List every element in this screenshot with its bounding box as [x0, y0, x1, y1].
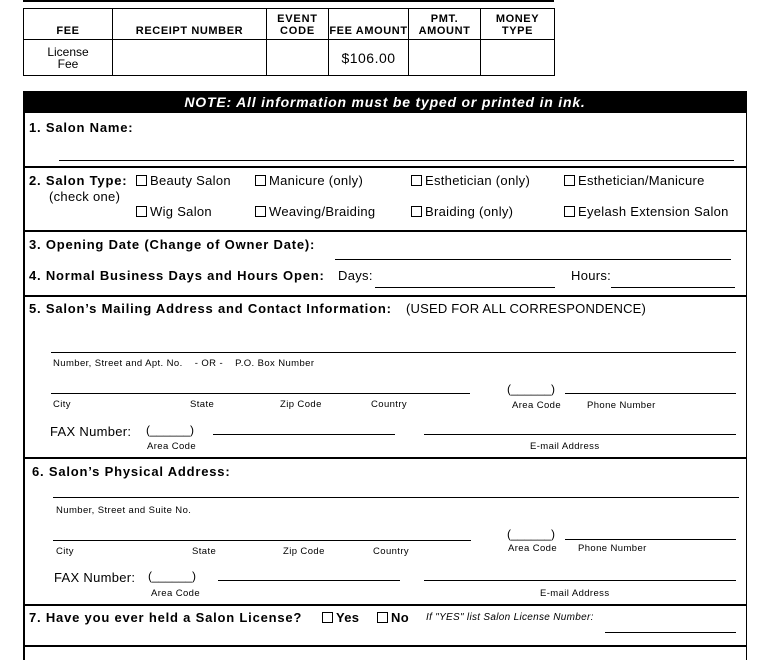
checkbox-icon[interactable] [564, 175, 575, 186]
option-esthetician-only[interactable]: Esthetician (only) [411, 173, 530, 188]
event-code-header: EVENT CODE [267, 9, 329, 40]
physical-address-label: 6. Salon’s Physical Address: [32, 464, 231, 479]
days-field[interactable] [375, 287, 555, 288]
days-label: Days: [338, 268, 373, 283]
event-code-cell [267, 40, 329, 76]
salon-type-label: 2. Salon Type: [29, 173, 128, 188]
business-hours-label: 4. Normal Business Days and Hours Open: [29, 268, 325, 283]
fee-amount-header: FEE AMOUNT [329, 9, 409, 40]
hours-field[interactable] [611, 287, 735, 288]
mailing-fax-area-code-field[interactable]: (______) [146, 423, 195, 437]
checkbox-icon[interactable] [411, 206, 422, 217]
mailing-address-note: (USED FOR ALL CORRESPONDENCE) [406, 301, 647, 316]
mailing-street-field[interactable] [51, 352, 736, 353]
mailing-email-field[interactable] [424, 434, 736, 435]
fee-cell: License Fee [24, 40, 113, 76]
physical-zip-caption: Zip Code [283, 546, 325, 557]
salon-name-label: 1. Salon Name: [29, 120, 134, 135]
checkbox-icon[interactable] [322, 612, 333, 623]
hours-label: Hours: [571, 268, 612, 283]
physical-fax-area-code-field[interactable]: (______) [148, 569, 197, 583]
option-manicure-only[interactable]: Manicure (only) [255, 173, 363, 188]
physical-city-state-zip-field[interactable] [53, 540, 471, 541]
checkbox-icon[interactable] [255, 206, 266, 217]
salon-name-field[interactable] [59, 160, 734, 161]
checkbox-icon[interactable] [136, 206, 147, 217]
fee-table [23, 8, 555, 76]
checkbox-icon[interactable] [411, 175, 422, 186]
section-divider [23, 457, 747, 459]
physical-state-caption: State [192, 546, 217, 557]
mailing-fax-label: FAX Number: [50, 424, 132, 439]
physical-area-code-caption: Area Code [508, 543, 558, 554]
mailing-city-caption: City [53, 399, 71, 410]
option-eyelash-extension-salon[interactable]: Eyelash Extension Salon [564, 204, 729, 219]
physical-fax-label: FAX Number: [54, 570, 136, 585]
receipt-number-header: RECEIPT NUMBER [113, 9, 267, 40]
physical-phone-field[interactable] [565, 539, 736, 540]
mailing-fax-area-code-caption: Area Code [147, 441, 197, 452]
physical-street-caption: Number, Street and Suite No. [56, 505, 192, 516]
physical-city-caption: City [56, 546, 74, 557]
section-divider [23, 166, 747, 168]
physical-phone-caption: Phone Number [578, 543, 647, 554]
prior-license-note: If "YES" list Salon License Number: [426, 612, 594, 623]
mailing-fax-field[interactable] [213, 434, 395, 435]
section-divider [23, 295, 747, 297]
mailing-email-caption: E-mail Address [530, 441, 600, 452]
note-banner: NOTE: All information must be typed or printed in ink. [23, 91, 747, 113]
prior-license-number-field[interactable] [605, 632, 736, 633]
section-divider [23, 645, 747, 647]
mailing-phone-field[interactable] [565, 393, 736, 394]
money-type-cell [481, 40, 555, 76]
opening-date-label: 3. Opening Date (Change of Owner Date): [29, 237, 316, 252]
checkbox-icon[interactable] [564, 206, 575, 217]
section-divider [23, 604, 747, 606]
checkbox-icon[interactable] [377, 612, 388, 623]
option-braiding-only[interactable]: Braiding (only) [411, 204, 513, 219]
option-beauty-salon[interactable]: Beauty Salon [136, 173, 231, 188]
checkbox-icon[interactable] [136, 175, 147, 186]
prior-license-no[interactable]: No [377, 610, 409, 625]
physical-street-field[interactable] [53, 497, 739, 498]
fee-header: FEE [24, 9, 113, 40]
option-esthetician-manicure[interactable]: Esthetician/Manicure [564, 173, 705, 188]
salon-type-hint: (check one) [49, 189, 121, 204]
prior-license-label: 7. Have you ever held a Salon License? [29, 610, 303, 625]
mailing-address-label: 5. Salon’s Mailing Address and Contact Information: [29, 301, 392, 316]
mailing-phone-caption: Phone Number [587, 400, 656, 411]
checkbox-icon[interactable] [255, 175, 266, 186]
section-divider [23, 230, 747, 232]
mailing-area-code-field[interactable]: (______) [507, 382, 556, 396]
physical-fax-field[interactable] [218, 580, 400, 581]
physical-email-field[interactable] [424, 580, 736, 581]
money-type-header: MONEY TYPE [481, 9, 555, 40]
pmt-amount-cell [409, 40, 481, 76]
physical-email-caption: E-mail Address [540, 588, 610, 599]
opening-date-field[interactable] [335, 259, 731, 260]
mailing-street-caption: Number, Street and Apt. No. - OR - P.O. Box Number [53, 358, 315, 369]
pmt-amount-header: PMT. AMOUNT [409, 9, 481, 40]
option-wig-salon[interactable]: Wig Salon [136, 204, 212, 219]
mailing-country-caption: Country [371, 399, 408, 410]
prior-license-yes[interactable]: Yes [322, 610, 359, 625]
option-weaving-braiding[interactable]: Weaving/Braiding [255, 204, 375, 219]
physical-area-code-field[interactable]: (______) [507, 527, 556, 541]
fee-area-banner [23, 0, 554, 2]
mailing-zip-caption: Zip Code [280, 399, 322, 410]
mailing-city-state-zip-field[interactable] [51, 393, 470, 394]
physical-fax-area-code-caption: Area Code [151, 588, 201, 599]
receipt-number-cell [113, 40, 267, 76]
mailing-area-code-caption: Area Code [512, 400, 562, 411]
fee-amount-cell: $106.00 [329, 40, 409, 76]
physical-country-caption: Country [373, 546, 410, 557]
mailing-state-caption: State [190, 399, 215, 410]
